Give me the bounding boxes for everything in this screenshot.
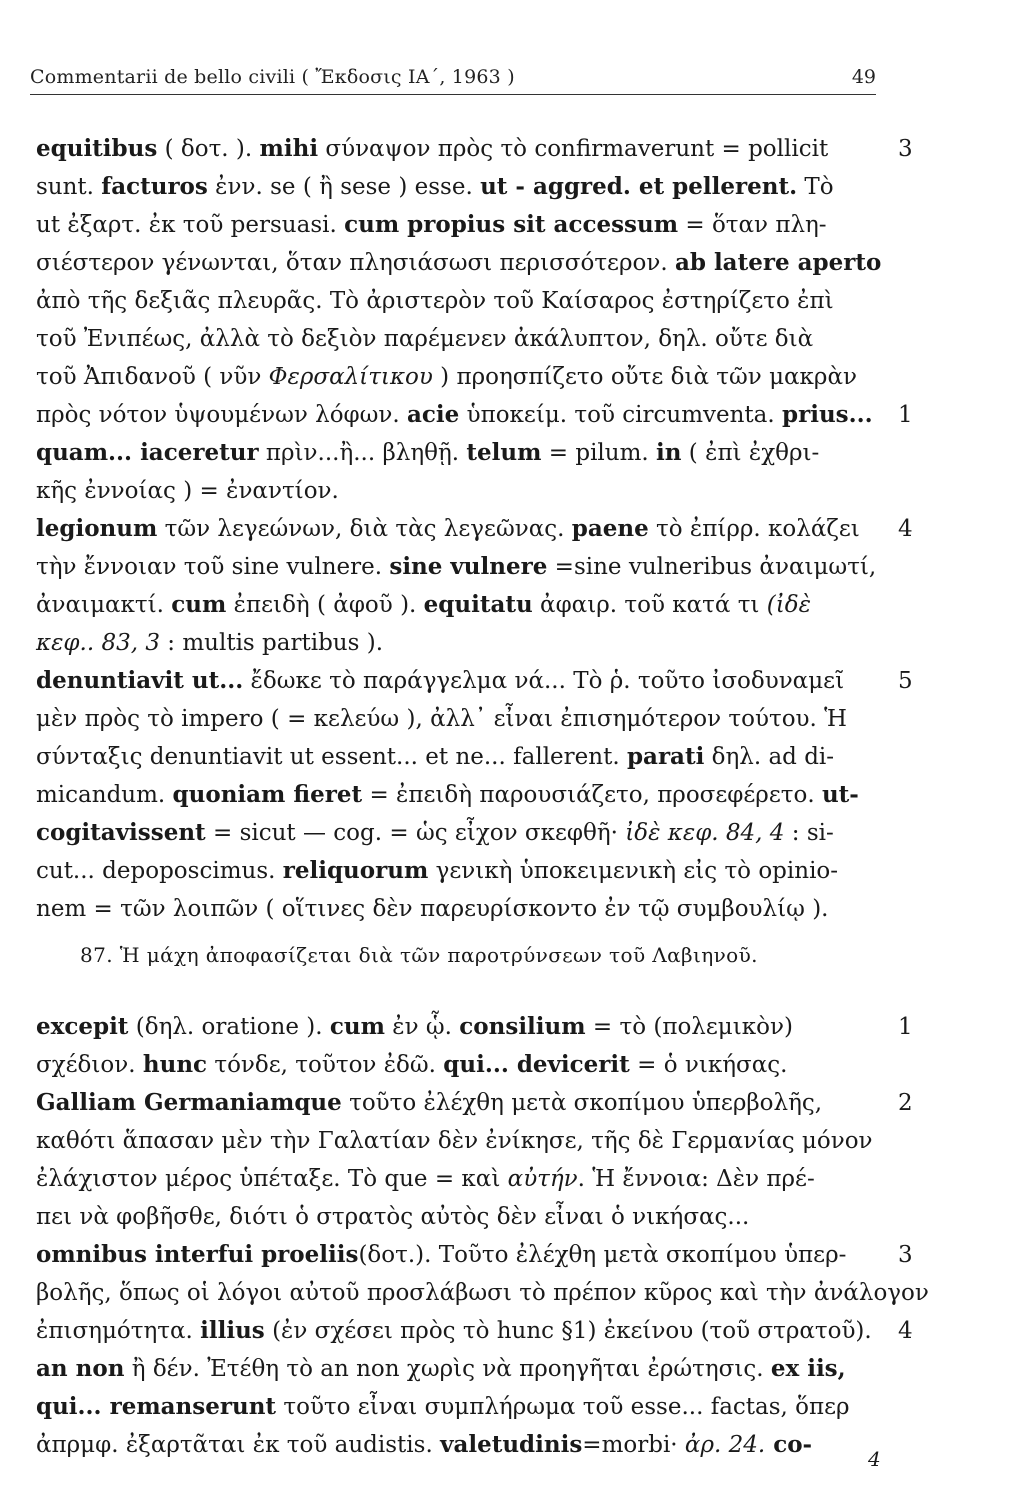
lemma: mihi [259, 135, 319, 162]
lemma: cum [329, 1013, 385, 1040]
gloss: πρὸς νότον ὑψουμένων λόφων. [36, 402, 407, 428]
lemma: sine vulnere [389, 553, 548, 580]
gloss: =sine vulneribus ἀναιμωτί, [547, 554, 877, 580]
text-line [36, 208, 872, 248]
text-line [36, 1124, 872, 1164]
margin-number: 3 [898, 1242, 913, 1268]
gloss: σύνταξις denuntiavit ut essent... et ne... fallerent. [36, 744, 627, 770]
gloss: τὴν ἔννοιαν τοῦ sine vulnere. [36, 554, 390, 580]
text-line [36, 550, 877, 590]
gloss: τῶν λεγεώνων, διὰ τὰς λεγεῶνας. [157, 516, 572, 542]
text-line [36, 1200, 872, 1240]
gloss: ἐλάχιστον μέρος ὑπέταξε. Τὸ que = καὶ [36, 1166, 508, 1192]
gloss: πει νὰ φοβῆσθε, διότι ὁ στρατὸς αὐτὸς δὲν εἶναι ὁ νικήσας... [36, 1204, 750, 1230]
lemma: illius [200, 1317, 265, 1344]
text-line [36, 626, 872, 666]
gloss: καθότι ἅπασαν μὲν τὴν Γαλατίαν δὲν ἐνίκησε, τῆς δὲ Γερμανίας μόνον [36, 1128, 873, 1154]
gloss: = sicut — cog. = ὡς εἶχον σκεφθῆ· [205, 820, 626, 846]
text-line [36, 816, 872, 856]
text-line [36, 246, 882, 286]
running-header-title: Commentarii de bello civili ( Ἔκδοσις ΙΑ΄, 1963 ) [30, 66, 515, 88]
gloss: (δηλ. oratione ). [128, 1014, 330, 1040]
gloss: σύναψον πρὸς τὸ confirmaverunt = pollicit [318, 136, 829, 162]
gloss: ἔδωκε τὸ παράγγελμα νά... Τὸ ῥ. τοῦτο ἰσοδυναμεῖ [243, 668, 845, 694]
gloss: (ἐν σχέσει πρὸς τὸ hunc §1) ἐκείνου (τοῦ στρατοῦ). [264, 1318, 872, 1344]
gloss: : si- [784, 820, 834, 846]
gloss: . Ἡ ἔννοια: Δὲν πρέ- [577, 1166, 815, 1192]
gloss: βολῆς, ὅπως οἱ λόγοι αὐτοῦ προσλάβωσι τὸ πρέπον κῦρος καὶ τὴν ἀνάλογον [36, 1280, 929, 1306]
lemma: quoniam fieret [172, 781, 363, 808]
gloss: ἐν ᾧ. [384, 1014, 460, 1040]
text-line [36, 398, 872, 438]
margin-number: 1 [898, 402, 913, 428]
lemma: prius... [782, 401, 873, 428]
text-line [36, 1010, 872, 1050]
italic-term: Φερσαλίτικου [268, 364, 433, 390]
margin-number: 4 [898, 1318, 913, 1344]
text-line [36, 170, 872, 210]
gloss: ἀφαιρ. τοῦ κατά τι [532, 592, 767, 618]
text-line [36, 512, 872, 552]
lemma: qui... remanserunt [36, 1393, 277, 1420]
text-line [36, 740, 872, 780]
lemma: acie [407, 401, 460, 428]
lemma: ex iis, [770, 1355, 846, 1382]
gloss: ἢ δέν. Ἐτέθη τὸ an non χωρὶς νὰ προηγῆται ἐρώτησις. [124, 1356, 771, 1382]
gloss: τὸ ἐπίρρ. κολάζει [648, 516, 860, 542]
gloss: τοῦτο ἐλέχθη μετὰ σκοπίμου ὑπερβολῆς, [341, 1090, 823, 1116]
text-line [36, 1428, 872, 1468]
text-line [36, 1238, 872, 1278]
lemma: legionum [36, 515, 158, 542]
gloss: sunt. [36, 174, 102, 200]
page-number: 49 [851, 66, 876, 88]
margin-number: 1 [898, 1014, 913, 1040]
gloss: δηλ. ad di- [704, 744, 835, 770]
text-line [36, 360, 872, 400]
lemma: paene [571, 515, 649, 542]
gloss: =morbi· [582, 1432, 685, 1458]
lemma: denuntiavit ut... [36, 667, 244, 694]
gloss: ἀπὸ τῆς δεξιᾶς πλευρᾶς. Τὸ ἀριστερὸν τοῦ Καίσαρος ἐστηρίζετο ἐπὶ [36, 288, 834, 314]
lemma: ut - aggred. et pellerent. [480, 173, 798, 200]
gloss: nem = τῶν λοιπῶν ( οἵτινες δὲν παρευρίσκοντο ἐν τῷ συμβουλίῳ ). [36, 896, 829, 922]
gloss: ut ἐξαρτ. ἐκ τοῦ persuasi. [36, 212, 345, 238]
gloss: ἐπισημότητα. [36, 1318, 201, 1344]
gloss: σιέστερον γένωνται, ὅταν πλησιάσωσι περισσότερον. [36, 250, 675, 276]
text-line [36, 474, 872, 514]
lemma: equitibus [36, 135, 158, 162]
running-header [30, 62, 876, 95]
lemma: ut- [821, 781, 859, 808]
gloss: ἐπειδὴ ( ἀφοῦ ). [226, 592, 424, 618]
section-heading: 87. Ἡ μάχη ἀποφασίζεται διὰ τῶν παροτρύνσεων τοῦ Λαβιηνοῦ. [80, 943, 758, 967]
gloss: = ὅταν πλη- [678, 212, 827, 238]
text-line [36, 1162, 872, 1202]
gloss: μὲν πρὸς τὸ impero ( = κελεύω ), ἀλλ᾽ εἶναι ἐπισημότερον τούτου. Ἡ [36, 706, 847, 732]
text-line [36, 1352, 872, 1392]
italic-term: ἰδὲ κεφ. 84, 4 [625, 820, 785, 846]
lemma: in [656, 439, 682, 466]
gloss: cut... depoposcimus. [36, 858, 283, 884]
gloss: = pilum. [541, 440, 657, 466]
text-line [36, 854, 872, 894]
gloss: (δοτ.). Τοῦτο ἐλέχθη μετὰ σκοπίμου ὑπερ- [358, 1242, 847, 1268]
lemma: qui... devicerit [443, 1051, 630, 1078]
lemma: reliquorum [282, 857, 429, 884]
gloss: ἀναιμακτί. [36, 592, 172, 618]
gloss: ) προησπίζετο οὔτε διὰ τῶν μακρὰν [432, 364, 857, 390]
gloss: τοῦ Ἀπιδανοῦ ( νῦν [36, 364, 269, 390]
italic-term: (ἰδὲ [766, 592, 811, 618]
lemma: telum [466, 439, 542, 466]
text-line [36, 702, 872, 742]
margin-number: 5 [898, 668, 913, 694]
gloss: = τὸ (πολεμικὸν) [585, 1014, 793, 1040]
gloss: : multis partibus ). [159, 630, 384, 656]
margin-number: 2 [898, 1090, 913, 1116]
text-line [36, 778, 872, 818]
gloss: ( δοτ. ). [157, 136, 260, 162]
text-line [36, 322, 872, 362]
lemma: cum propius sit accessum [344, 211, 679, 238]
lemma: quam... iaceretur [36, 439, 259, 466]
gloss: τοῦτο εἶναι συμπλήρωμα τοῦ esse... factas, ὅπερ [276, 1394, 850, 1420]
gloss: σχέδιον. [36, 1052, 143, 1078]
gloss: micandum. [36, 782, 173, 808]
lemma: ab latere aperto [674, 249, 882, 276]
gloss: = ἐπειδὴ παρουσιάζετο, προσεφέρετο. [362, 782, 822, 808]
lemma: co- [765, 1431, 813, 1458]
lemma: cogitavissent [36, 819, 206, 846]
italic-term: ἀρ. 24. [684, 1432, 766, 1458]
italic-term: αὐτήν [507, 1166, 578, 1192]
gloss: Τὸ [797, 174, 834, 200]
lemma: facturos [101, 173, 208, 200]
text-line [36, 664, 872, 704]
signature-number: 4 [868, 1447, 881, 1471]
text-line [36, 892, 872, 932]
italic-term: κεφ.. 83, 3 [36, 630, 160, 656]
gloss: ὑποκείμ. τοῦ circumventa. [459, 402, 783, 428]
margin-number: 3 [898, 136, 913, 162]
gloss: ἐνν. se ( ἢ sese ) esse. [207, 174, 481, 200]
text-line [36, 284, 872, 324]
lemma: hunc [142, 1051, 208, 1078]
text-line [36, 132, 872, 172]
text-line [36, 588, 872, 628]
gloss: τοῦ Ἐνιπέως, ἀλλὰ τὸ δεξιὸν παρέμενεν ἀκάλυπτον, δηλ. οὔτε διὰ [36, 326, 814, 352]
text-line [36, 1048, 872, 1088]
lemma: consilium [459, 1013, 586, 1040]
text-line [36, 1276, 929, 1316]
text-line [36, 436, 872, 476]
lemma: omnibus interfui proeliis [36, 1241, 359, 1268]
gloss: ἀπρμφ. ἐξαρτᾶται ἐκ τοῦ audistis. [36, 1432, 441, 1458]
lemma: excepit [36, 1013, 129, 1040]
gloss: τόνδε, τοῦτον ἐδῶ. [207, 1052, 444, 1078]
text-line [36, 1314, 872, 1354]
gloss: ( ἐπὶ ἐχθρι- [681, 440, 820, 466]
lemma: equitatu [423, 591, 533, 618]
text-line [36, 1390, 872, 1430]
lemma: parati [626, 743, 705, 770]
lemma: valetudinis [440, 1431, 583, 1458]
lemma: an non [36, 1355, 125, 1382]
margin-number: 4 [898, 516, 913, 542]
gloss: κῆς ἐννοίας ) = ἐναντίον. [36, 478, 339, 504]
gloss: = ὁ νικήσας. [629, 1052, 788, 1078]
text-line [36, 1086, 872, 1126]
gloss: πρὶν...ἢ... βληθῇ. [258, 440, 467, 466]
lemma: Galliam Germaniamque [36, 1089, 342, 1116]
gloss: γενικὴ ὑποκειμενικὴ εἰς τὸ opinio- [428, 858, 839, 884]
lemma: cum [171, 591, 227, 618]
